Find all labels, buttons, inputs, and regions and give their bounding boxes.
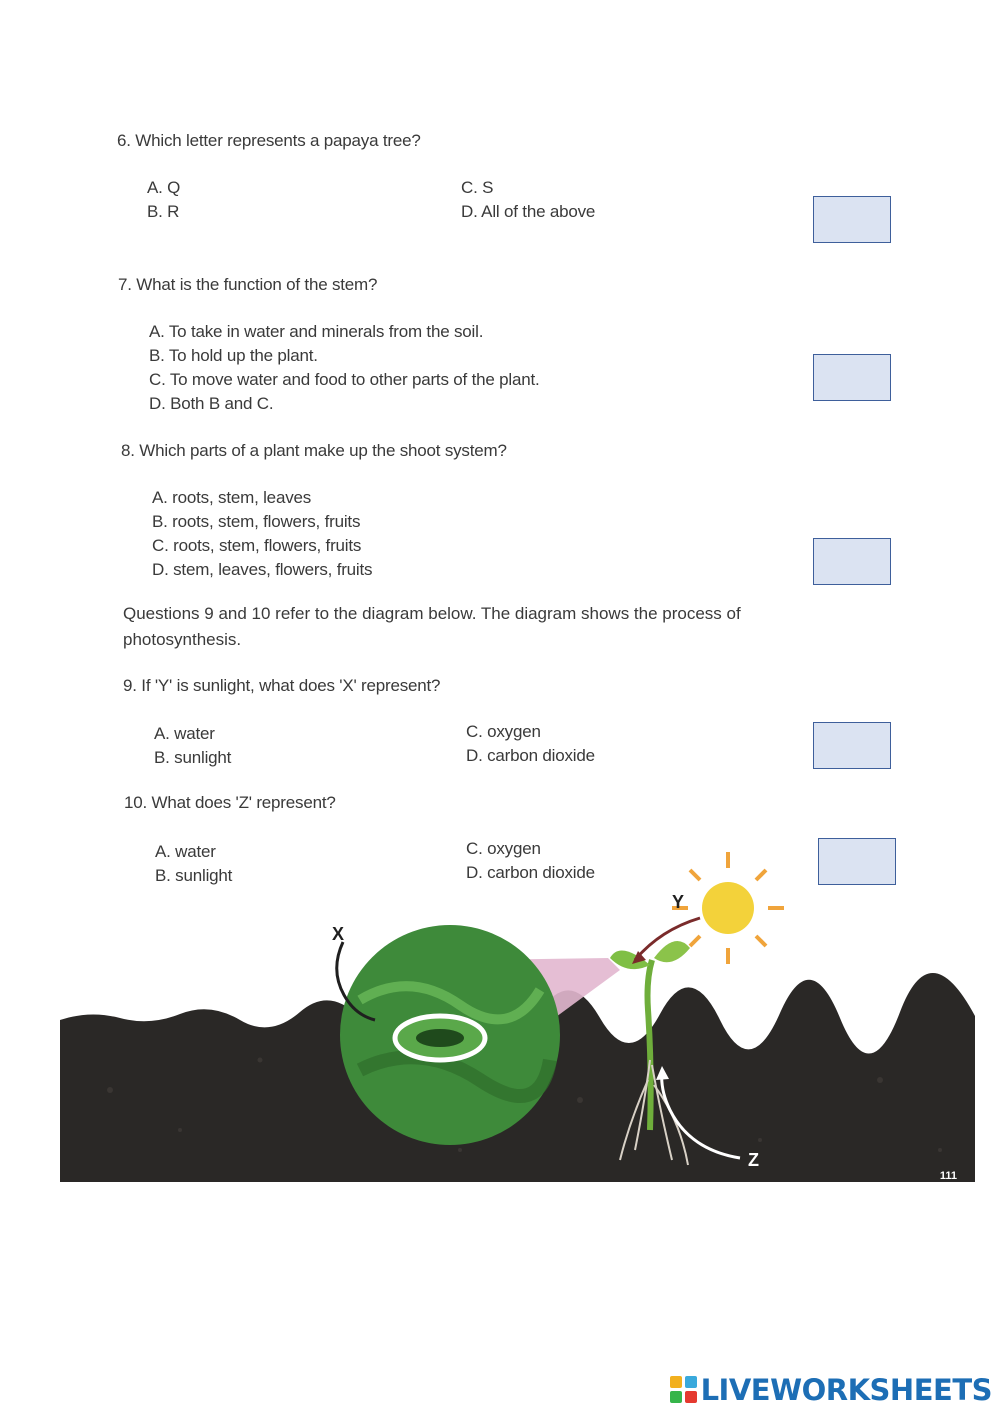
diagram-intro	[123, 601, 741, 653]
liveworksheets-logo-icon	[669, 1375, 699, 1405]
question-8: 8. Which parts of a plant make up the shoot system?	[121, 441, 507, 460]
seedling-stem	[648, 960, 653, 1130]
question-7: 7. What is the function of the stem?	[118, 275, 378, 294]
photosynthesis-diagram	[60, 830, 975, 1182]
page-number: 111	[939, 1170, 957, 1182]
option-8c: C. roots, stem, flowers, fruits	[152, 536, 362, 555]
answer-box-6[interactable]	[813, 196, 891, 243]
answer-box-7[interactable]	[813, 354, 891, 401]
option-9a: A. water	[154, 724, 215, 743]
question-9-options-left	[154, 722, 231, 770]
diagram-illustration	[60, 830, 975, 1182]
option-7d: D. Both B and C.	[149, 394, 274, 413]
option-6c: C. S	[461, 178, 494, 197]
option-9d: D. carbon dioxide	[466, 746, 595, 765]
option-7c: C. To move water and food to other parts of the plant.	[149, 370, 540, 389]
option-8d: D. stem, leaves, flowers, fruits	[152, 560, 373, 579]
question-6-options-right	[461, 176, 595, 224]
option-6d: D. All of the above	[461, 202, 596, 221]
question-8-options	[152, 486, 372, 582]
question-9-options-right	[466, 720, 595, 768]
answer-box-8[interactable]	[813, 538, 891, 585]
option-10a: A. water	[155, 842, 216, 861]
option-7a: A. To take in water and minerals from the soil.	[149, 322, 484, 341]
question-10: 10. What does 'Z' represent?	[124, 793, 336, 812]
brand-name: LIVEWORKSHEETS	[700, 1373, 992, 1407]
diagram-intro-line-2: photosynthesis.	[123, 630, 242, 649]
diagram-intro-line-1: Questions 9 and 10 refer to the diagram below. The diagram shows the process of	[123, 604, 741, 623]
question-6: 6. Which letter represents a papaya tree?	[117, 131, 421, 150]
option-10b: B. sunlight	[155, 866, 233, 885]
option-10c: C. oxygen	[466, 839, 541, 858]
answer-box-9[interactable]	[813, 722, 891, 769]
question-7-options	[149, 320, 540, 416]
seedling-leaf-right	[654, 941, 690, 962]
question-6-options-left	[147, 176, 180, 224]
liveworksheets-brand[interactable]	[669, 1373, 992, 1407]
option-6b: B. R	[147, 202, 180, 221]
option-8a: A. roots, stem, leaves	[152, 488, 312, 507]
option-9b: B. sunlight	[154, 748, 232, 767]
option-8b: B. roots, stem, flowers, fruits	[152, 512, 361, 531]
label-y: Y	[672, 892, 685, 912]
option-10d: D. carbon dioxide	[466, 863, 595, 882]
question-9: 9. If 'Y' is sunlight, what does 'X' represent?	[123, 676, 441, 695]
option-6a: A. Q	[147, 178, 181, 197]
label-z: Z	[748, 1150, 759, 1170]
option-9c: C. oxygen	[466, 722, 541, 741]
label-x: X	[332, 924, 345, 944]
option-7b: B. To hold up the plant.	[149, 346, 318, 365]
